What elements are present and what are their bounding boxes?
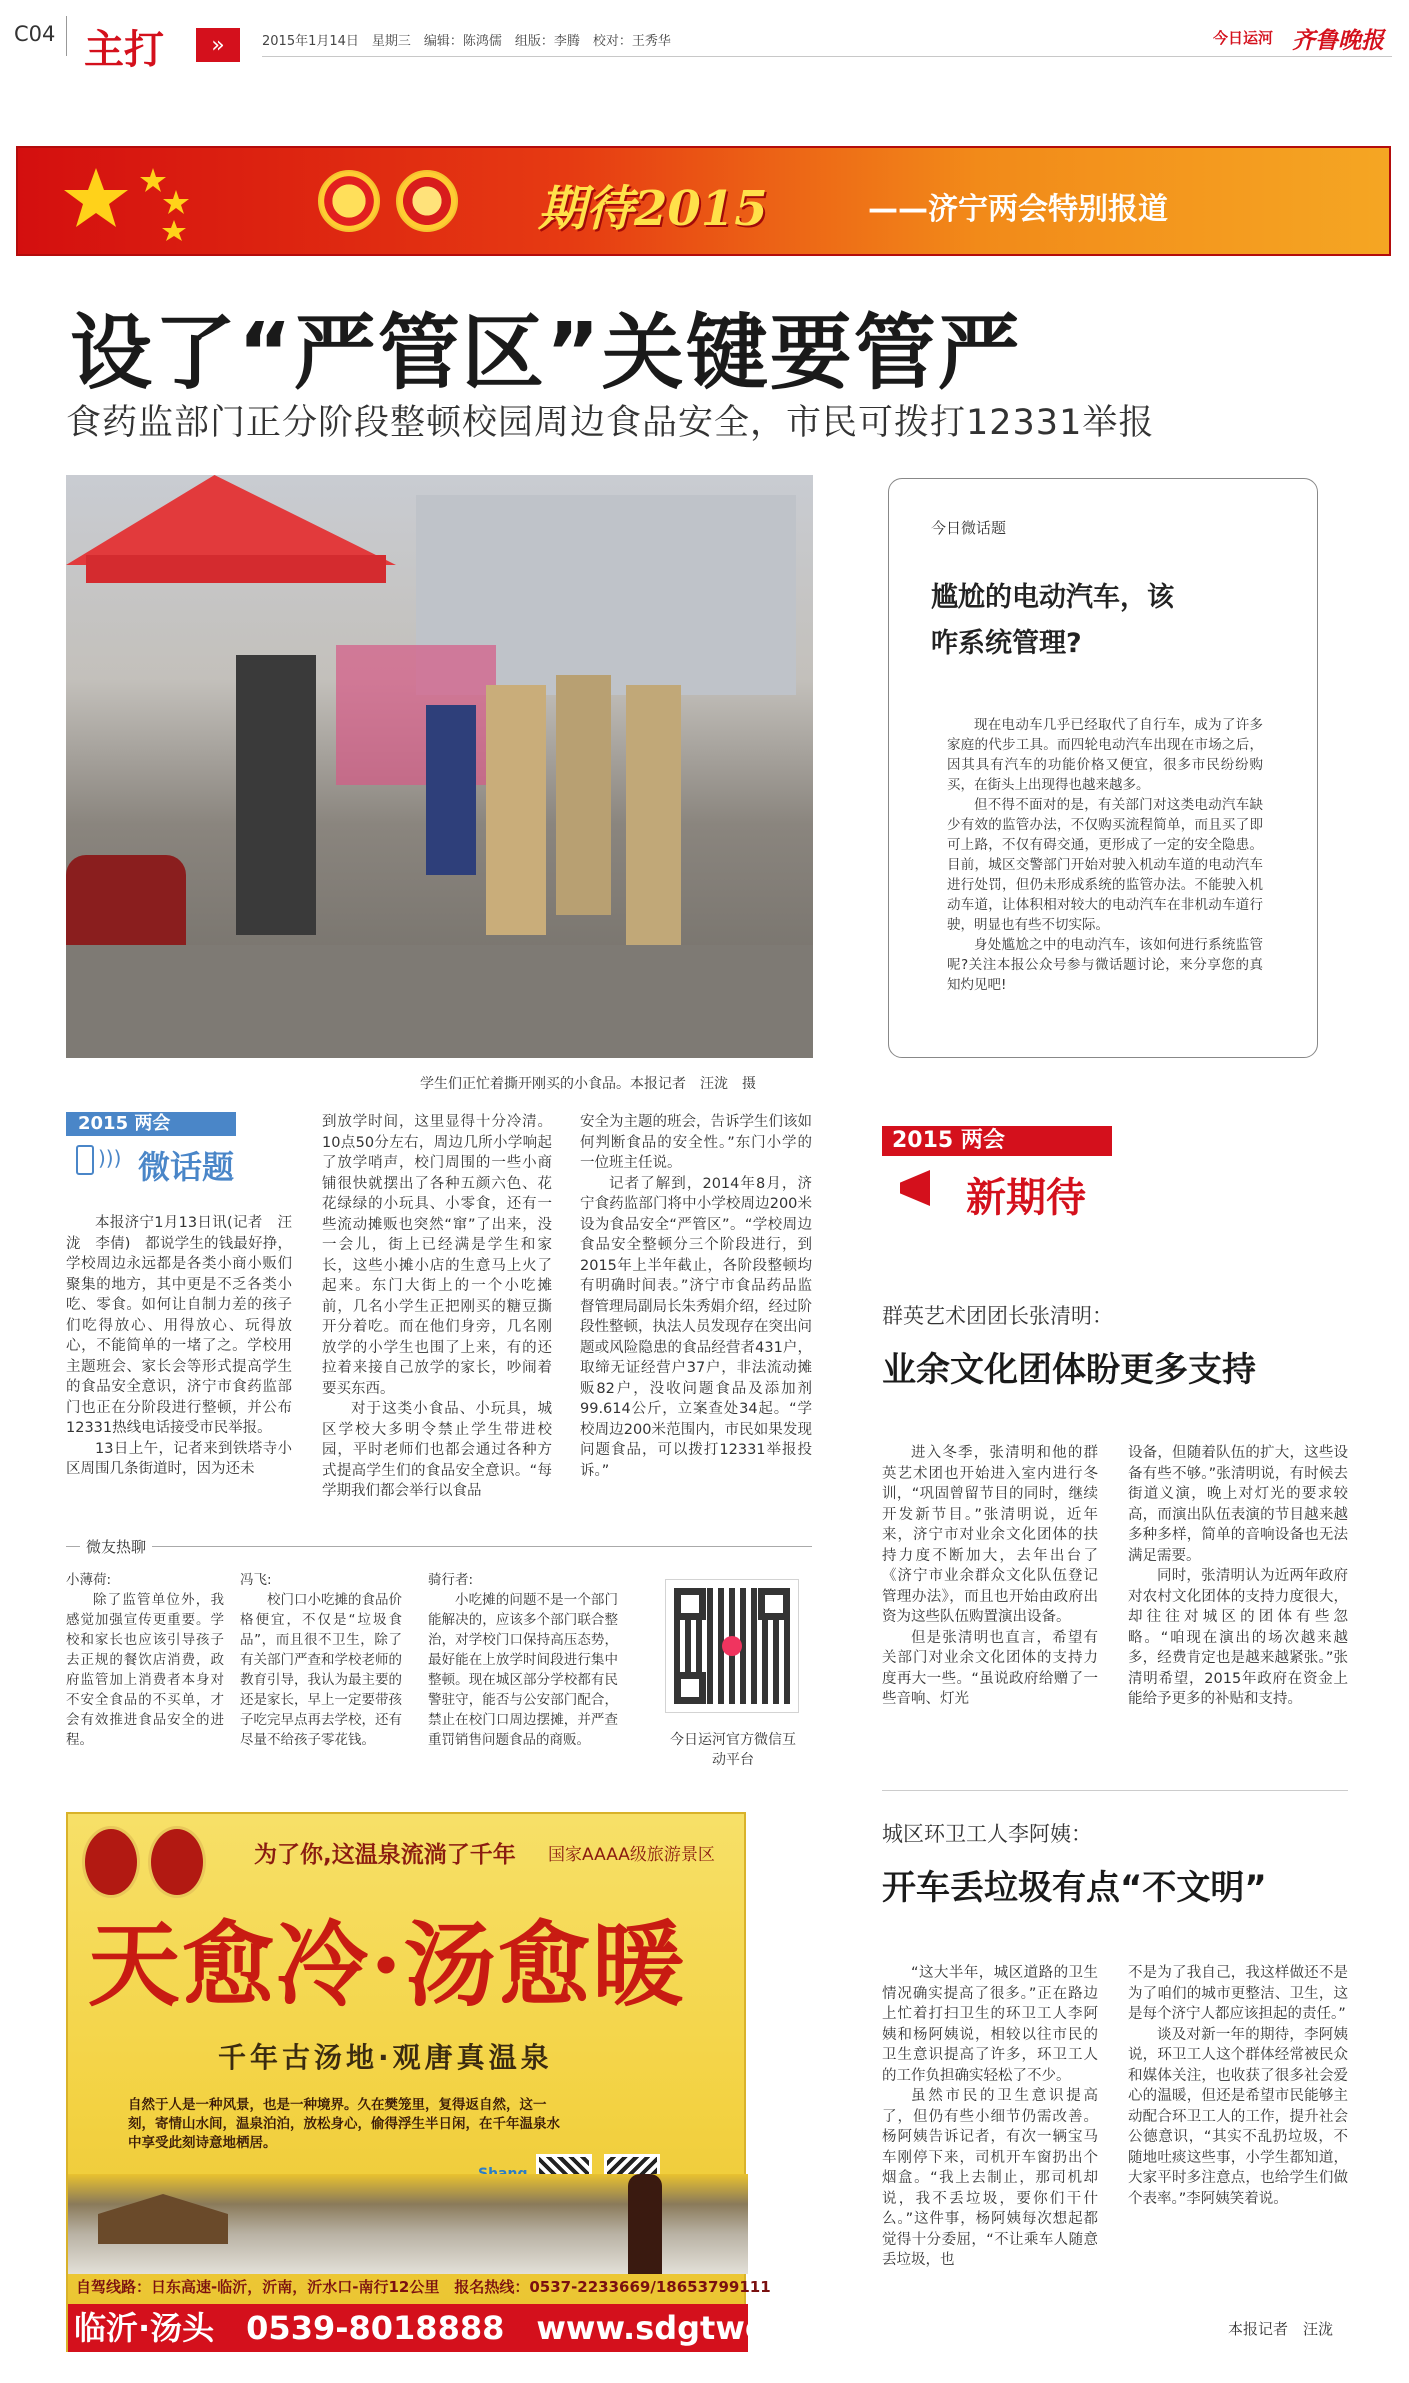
weibo-topic-label: 今日微话题 [931, 519, 1007, 537]
paragraph: 但是张清明也直言，希望有关部门对业余文化团体的支持力度再大一些。“虽说政府给赠了一些音响、灯光 [882, 1629, 1098, 1707]
weibo-topic-body [947, 715, 1263, 995]
qr-caption: 今日运河官方微信互动平台 [670, 1732, 796, 1768]
friend-text: 小吃摊的问题不是一个部门能解决的，应该多个部门联合整治，对学校门口保持高压态势，最好能在上放学时间段进行集中整顿。现在城区部分学校都有民警驻守，能否与公安部门配合，禁止在校门口周边摆摊，并严查重罚销售问题食品的商贩。 [428, 1592, 618, 1748]
friend-name: 冯飞: [240, 1572, 272, 1588]
ad-logo-icon [82, 1826, 140, 1898]
story-divider [882, 1790, 1348, 1791]
tag-name: 新期待 [966, 1175, 1086, 1221]
story1-headline: 业余文化团体盼更多支持 [882, 1350, 1256, 1390]
tag-year: 2015 两会 [882, 1126, 1112, 1156]
divider [66, 16, 67, 56]
story2-col-1 [882, 1963, 1098, 2271]
friend-text: 除了监管单位外，我感觉加强宣传更重要。学校和家长也应该引导孩子去正规的餐饮店消费，政府监管加上消费者本身对不安全食品的不买单，才会有效推进食品安全的进程。 [66, 1592, 224, 1748]
friend-comment [66, 1570, 224, 1750]
weibo-topic-title: 尴尬的电动汽车，该咋系统管理? [931, 582, 1174, 659]
paragraph: 设备，但随着队伍的扩大，这些设备有些不够。”张清明说，有时候去街道义演，晚上对灯光的要求较高，而演出队伍表演的节目越来越多种多样，简单的音响设备也无法满足需要。 [1128, 1445, 1348, 1564]
paragraph: 身处尴尬之中的电动汽车，该如何进行系统监管呢?关注本报公众号参与微话题讨论，来分享您的真知灼见吧! [947, 937, 1263, 993]
paragraph: 对于这类小食品、小玩具，城区学校大多明令禁止学生带进校园，平时老师们也都会通过各种方式提高学生们的食品安全意识。“每学期我们都会举行以食品 [322, 1401, 552, 1499]
lead-col-2 [322, 1112, 552, 1502]
lead-subhead: 食药监部门正分阶段整顿校园周边食品安全，市民可拨打12331举报 [66, 403, 1155, 443]
special-banner [16, 146, 1391, 256]
story2-headline: 开车丢垃圾有点“不文明” [882, 1868, 1267, 1908]
friend-comment [240, 1570, 402, 1750]
paragraph: 虽然市民的卫生意识提高了，但仍有些小细节仍需改善。杨阿姨告诉记者，有次一辆宝马车刚停下来，司机开车窗扔出个烟盒。“我上去制止，那司机却说，我不丢垃圾，要你们干什么。”这件事，杨阿姨每次想起都觉得十分委屈，“不让乘车人随意丢垃圾，也 [882, 2088, 1098, 2268]
lead-col-3 [580, 1112, 812, 1481]
paragraph: 谈及对新一年的期待，李阿姨说，环卫工人这个群体经常被民众和媒体关注，也收获了很多社会爱心的温暖，但还是希望市民能够主动配合环卫工人的工作，提升社会公德意识，“其实不乱扔垃圾，不随地吐痰这些事，小学生都知道，大家平时多注意点，也给学生们做个表率。”李阿姨笑着说。 [1128, 2026, 1348, 2207]
lead-col-1 [66, 1213, 292, 1480]
masthead [0, 0, 1409, 75]
ad-route: 自驾线路：日东高速-临沂，沂南，沂水口-南行12公里 报名热线：0537-2233669/18653799111 [76, 2278, 771, 2296]
paragraph: 同时，张清明认为近两年政府对农村文化团体的支持力度很大，却往往对城区的团体有些忽略。“咱现在演出的场次越来越多，经费肯定也是越来越紧张。”张清明希望，2015年政府在资金上能给予更多的补贴和支持。 [1128, 1568, 1348, 1707]
paragraph: 13日上午，记者来到铁塔寺小区周围几条街道时，因为还未 [66, 1440, 292, 1477]
friend-text: 校门口小吃摊的食品价格便宜，不仅是“垃圾食品”，而且很不卫生，除了有关部门严查和学校老师的教育引导，我认为最主要的还是家长，早上一定要带孩子吃完早点再去学校，还有尽量不给孩子零花钱。 [240, 1592, 402, 1748]
weibo-topic-box [888, 478, 1318, 1058]
tag-name: 微话题 [138, 1148, 235, 1186]
paragraph: 不是为了我自己，我这样做还不是为了咱们的城市更整洁、卫生，这是每个济宁人都应该担起的责任。” [1128, 1965, 1348, 2022]
flag-stars-icon [58, 160, 238, 250]
chevron-icon: » [196, 28, 240, 62]
paragraph: 本报济宁1月13日讯(记者 汪泷 李倩) 都说学生的钱最好挣，学校周边永远都是各类小商小贩们聚集的地方，其中更是不乏各类小吃、零食。如何让自制力差的孩子们吃得放心、用得放心、玩得放心，不能简单的一堵了之。学校用主题班会、家长会等形式提高学生的食品安全意识，济宁市食药监部门也正在分阶段进行整顿，并公布12331热线电话接受市民举报。 [66, 1215, 292, 1436]
tag-year: 2015 两会 [66, 1112, 236, 1136]
hotspring-ad[interactable] [66, 1812, 855, 2352]
banner-subtitle: ——济宁两会特别报道 [868, 192, 1168, 227]
ad-scene-image [68, 2174, 748, 2274]
paragraph: 现在电动车几乎已经取代了自行车，成为了许多家庭的代步工具。而四轮电动汽车出现在市场之后，因其具有汽车的功能价格又便宜，很多市民纷纷购买，在街头上出现得也越来越多。 [947, 717, 1263, 793]
wave-icon: ))) [98, 1146, 122, 1170]
story1-col-2 [1128, 1443, 1348, 1710]
friends-label: 微友热聊 [80, 1536, 152, 1557]
phone-icon [76, 1145, 94, 1175]
story1-kicker: 群英艺术团团长张清明： [882, 1304, 1113, 1328]
story2-byline: 本报记者 汪泷 [1228, 2320, 1334, 2338]
ad-slogan: 为了你,这温泉流淌了千年 [254, 1842, 516, 1868]
column-name: 今日运河 [1213, 29, 1274, 47]
banner-title: 期待2015 [538, 181, 768, 237]
paragraph: 记者了解到，2014年8月，济宁食药监部门将中小学校周边200米设为食品安全“严管区”。“学校周边食品安全整顿分三个阶段进行，到2015年上半年截止，各阶段整顿均有明确时间表。”济宁市食品药品监督管理局副局长朱秀娟介绍，经过阶段性整顿，执法人员发现存在突出问题或风险隐患的食品经营者431户，取缔无证经营户37户，非法流动摊贩82户，没收问题食品及添加剂99.614公斤，立案查处34起。“学校周边200米范围内，市民如果发现问题食品，可以拨打12331举报投诉。” [580, 1175, 812, 1479]
cppcc-emblem-icon [396, 170, 458, 232]
paragraph: 安全为主题的班会，告诉学生们该如何判断食品的安全性。”东门小学的一位班主任说。 [580, 1114, 812, 1171]
friend-comment [428, 1570, 618, 1750]
ad-phone-line[interactable]: 临沂·汤头 0539-8018888 www.sdgtwq.com [68, 2304, 748, 2352]
weihuati-tag [66, 1112, 236, 1187]
national-emblem-icon [318, 170, 380, 232]
lead-photo [66, 475, 813, 1058]
xinqidai-tag [882, 1126, 1112, 1221]
lead-headline: 设了“严管区”关键要管严 [70, 306, 1022, 401]
paper-logo: 齐鲁晚报 [1292, 28, 1384, 54]
ad-body: 自然于人是一种风景，也是一种境界。久在樊笼里，复得返自然，这一刻，寄情山水间，温泉泊泊，放松身心，偷得浮生半日闲，在千年温泉水中享受此刻诗意地栖居。 [128, 2097, 560, 2151]
paragraph: “这大半年，城区道路的卫生情况确实提高了很多。”正在路边上忙着打扫卫生的环卫工人李阿姨和杨阿姨说，相较以往市民的卫生意识提高了许多，环卫工人的工作负担确实轻松了不少。 [882, 1965, 1098, 2084]
friend-name: 小薄荷: [66, 1572, 112, 1588]
photo-caption: 学生们正忙着撕开刚买的小食品。本报记者 汪泷 摄 [420, 1076, 756, 1092]
ad-rating: 国家AAAA级旅游景区 [548, 1845, 715, 1865]
ad-logo-icon [148, 1826, 206, 1898]
ad-big-title: 天愈冷·汤愈暖 [88, 1911, 687, 2019]
ad-tagline: 千年古汤地·观唐真温泉 [218, 2041, 553, 2074]
story2-kicker: 城区环卫工人李阿姨： [882, 1822, 1092, 1846]
masthead-rule [262, 56, 1392, 57]
qr-code-icon[interactable] [666, 1580, 798, 1712]
paragraph: 进入冬季，张清明和他的群英艺术团也开始进入室内进行冬训，“巩固曾留节目的同时，继续开发新节目。”张清明说，近年来，济宁市对业余文化团体的扶持力度不断加大，去年出台了《济宁市业余群众文化队伍登记管理办法》，而且也开始由政府出资为这些队伍购置演出设备。 [882, 1445, 1098, 1625]
page-code: C04 [14, 22, 56, 46]
story1-col-1 [882, 1443, 1098, 1710]
paragraph: 到放学时间，这里显得十分冷清。10点50分左右，周边几所小学响起了放学哨声，校门周围的一些小商铺很快就摆出了各种五颜六色、花花绿绿的小玩具、小零食，还有一些流动摊贩也突然“窜”了出来，没一会儿，街上已经满是学生和家长，这些小摊小店的生意马上火了起来。东门大街上的一个小吃摊前，几名小学生正把刚买的糖豆撕开分着吃。而在他们身旁，几名刚放学的小学生也围了上来，有的还拉着来接自己放学的家长，吵闹着要买东西。 [322, 1114, 552, 1397]
friend-name: 骑行者: [428, 1572, 474, 1588]
section-title: 主打 [84, 27, 164, 73]
story2-col-2 [1128, 1963, 1348, 2209]
date-line: 2015年1月14日 星期三 编辑：陈鸿儒 组版：李腾 校对：王秀华 [262, 34, 671, 49]
megaphone-icon [900, 1170, 930, 1206]
paragraph: 但不得不面对的是，有关部门对这类电动汽车缺少有效的监管办法，不仅购买流程简单，而且买了即可上路，不仅有碍交通，更形成了一定的安全隐患。目前，城区交警部门开始对驶入机动车道的电动汽车进行处罚，但仍未形成系统的监管办法。不能驶入机动车道，让体积相对较大的电动汽车在非机动车道行驶，明显也有些不切实际。 [947, 797, 1263, 933]
friends-rule [66, 1546, 812, 1547]
